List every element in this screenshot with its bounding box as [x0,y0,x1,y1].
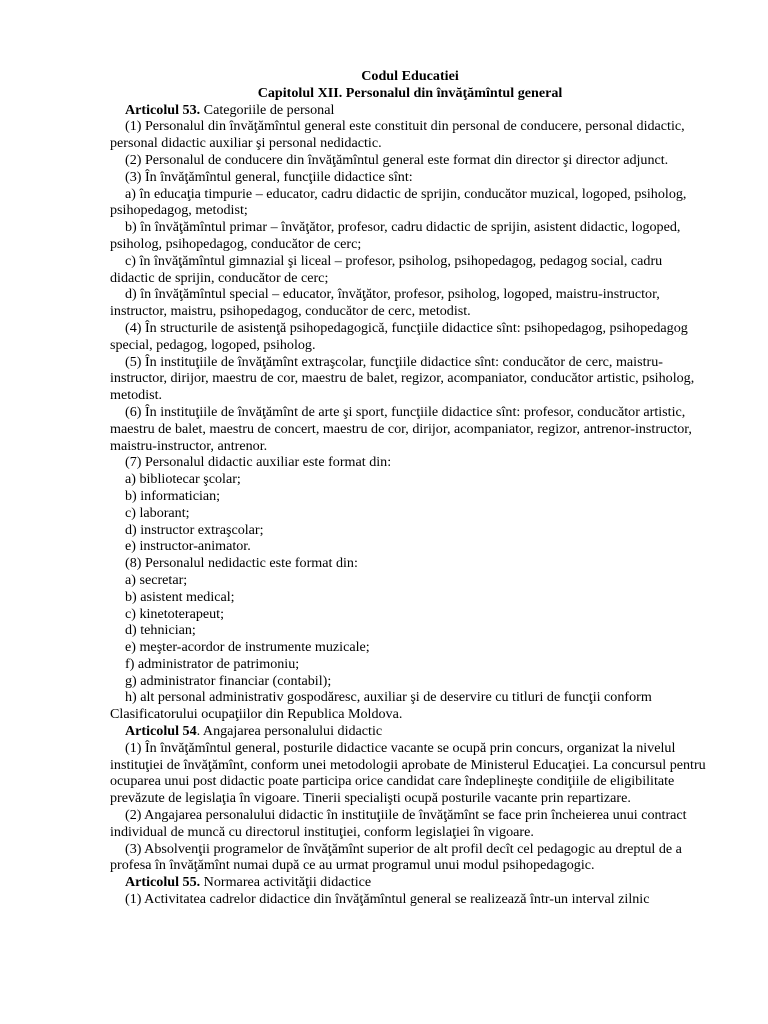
article-title: Categoriile de personal [200,101,335,118]
list-item: b) informatician; [125,487,221,504]
paragraph: (6) În instituţiile de învăţămînt de arte şi sport, funcţiile didactice sînt: profesor, conducător artistic, maestru de balet, maestru de concert, maestru de cor, dirijor, acompaniator, regizor, antrenor-instructor, maistru-instructor, antrenor. [110,403,692,454]
article-53-heading [110,102,710,119]
list-item: f) administrator de patrimoniu; [125,655,300,672]
paragraph: (1) În învăţămîntul general, posturile didactice vacante se ocupă prin concurs, organizat la nivelul instituţiei de învăţămînt, conform unei metodologii aprobate de Ministerul Educaţiei. La concursul pentru ocuparea unui post didactic poate participa orice candidat care îndeplineşte condiţiile de eligibilitate prevăzute de legislaţia în vigoare. Tinerii specialişti ocupă posturile vacante prin repartizare. [110,739,706,807]
list-item: a) bibliotecar şcolar; [125,471,241,488]
article-55-heading [110,874,710,891]
paragraph: (7) Personalul didactic auxiliar este format din: [125,454,392,471]
paragraph: (5) În instituţiile de învăţămînt extraşcolar, funcţiile didactice sînt: conducător de cerc, maistru-instructor, dirijor, maestru de cor, maestru de balet, regizor, acompaniator, conducător artistic, psiholog, metodist. [110,353,695,404]
article-title: Normarea activităţii didactice [200,874,372,891]
document-title: Codul Educatiei [361,68,459,84]
list-item: c) kinetoterapeut; [125,605,225,622]
article-54-heading [110,723,710,740]
document-page [110,68,710,908]
list-item: b) în învăţămîntul primar – învăţător, profesor, cadru didactic de sprijin, asistent didactic, logoped, psiholog, psihopedagog, conducător de cerc; [110,219,681,252]
paragraph: (8) Personalul nedidactic este format din: [125,555,358,572]
list-item: a) secretar; [125,571,188,588]
article-title: . Angajarea personalului didactic [196,723,383,740]
article-label: Articolul 55. [125,874,201,891]
chapter-heading: Capitolul XII. Personalul din învăţămîntul general [257,84,563,101]
list-item: d) instructor extraşcolar; [125,521,264,538]
list-item: d) tehnician; [125,622,196,639]
article-label: Articolul 54 [125,723,197,740]
list-item: e) meşter-acordor de instrumente muzicale; [125,639,370,656]
list-item: e) instructor-animator. [125,538,251,555]
paragraph: (3) În învăţămîntul general, funcţiile didactice sînt: [125,168,413,185]
list-item: c) în învăţămîntul gimnazial şi liceal – profesor, psiholog, psihopedagog, pedagog social, cadru didactic de sprijin, conducător de cerc; [110,252,663,286]
list-item: d) în învăţămîntul special – educator, învăţător, profesor, psiholog, logoped, maistru-instructor, instructor, maistru, psihopedagog, conducător de cerc, metodist. [110,286,660,320]
paragraph: (1) Personalul din învăţămîntul general este constituit din personal de conducere, personal didactic, personal didactic auxiliar şi personal nedidactic. [110,118,685,152]
list-item: c) laborant; [125,504,190,521]
paragraph: (2) Personalul de conducere din învăţămîntul general este format din director şi director adjunct. [125,151,669,168]
paragraph: (1) Activitatea cadrelor didactice din învăţămîntul general se realizează într-un interval zilnic [125,891,650,908]
paragraph: (4) În structurile de asistenţă psihopedagogică, funcţiile didactice sînt: psihopedagog, psihopedagog special, pedagog, logoped, psiholog. [110,319,688,353]
paragraph: (2) Angajarea personalului didactic în instituţiile de învăţămînt se face prin încheierea unui contract individual de muncă cu directorul instituţiei, conform legislaţiei în vigoare. [110,807,687,840]
list-item: b) asistent medical; [125,588,235,605]
paragraph: (3) Absolvenţii programelor de învăţămînt superior de alt profil decît cel pedagogic au dreptul de a profesa în învăţămînt numai după ce au urmat programul unui modul psihopedagogic. [110,840,682,874]
list-item: h) alt personal administrativ gospodăresc, auxiliar şi de deservire cu titluri de funcţii conform Clasificatorului ocupaţiilor din Republica Moldova. [110,689,652,723]
list-item: g) administrator financiar (contabil); [125,672,332,689]
article-label: Articolul 53. [125,101,201,118]
list-item: a) în educaţia timpurie – educator, cadru didactic de sprijin, conducător muzical, logoped, psiholog, psihopedagog, metodist; [110,185,687,219]
